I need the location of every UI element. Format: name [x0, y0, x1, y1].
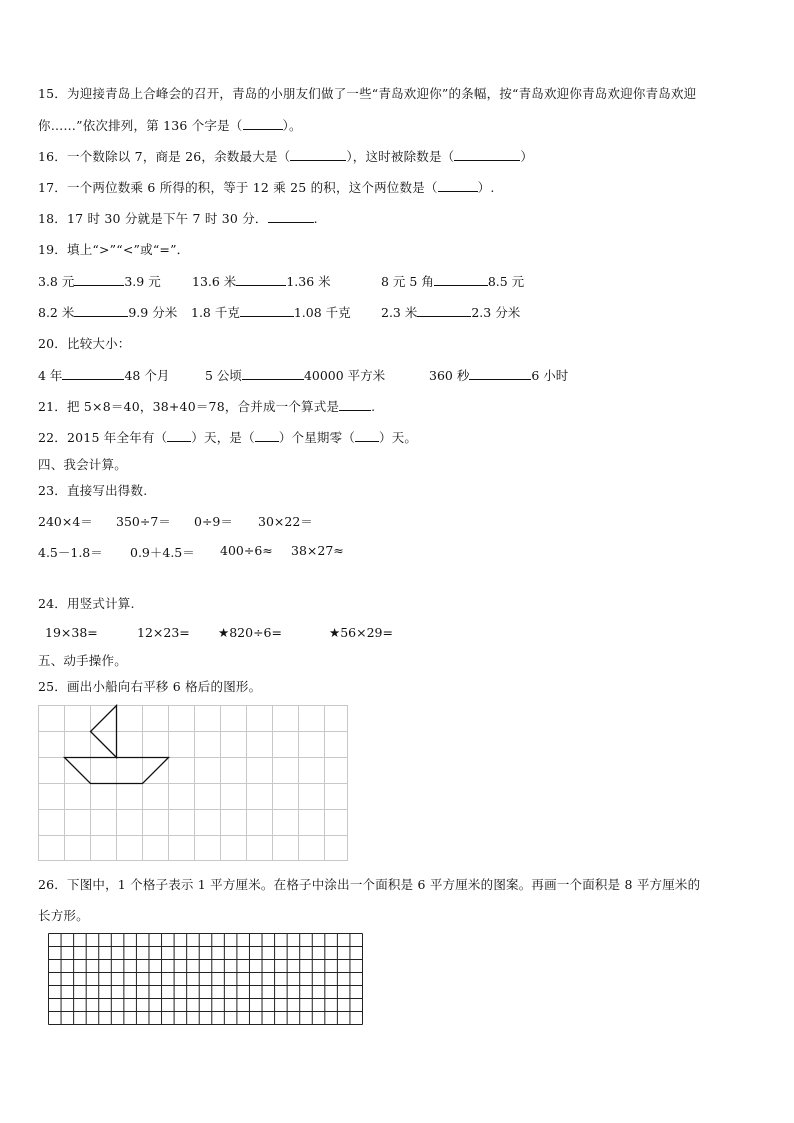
calc-item: 350÷7＝ — [116, 514, 171, 529]
question-20-title: 20．比较大小： — [38, 336, 131, 351]
answer-blank[interactable] — [240, 306, 294, 317]
question-17-text: 17．一个两位数乘 6 所得的积，等于 12 乘 25 的积，这个两位数是（ — [38, 180, 438, 195]
section-4-heading: 四、我会计算。 — [38, 457, 127, 472]
compare-item: 1.8 千克 1.08 千克 — [191, 305, 351, 320]
answer-blank[interactable] — [339, 400, 371, 411]
calc-item: 0÷9＝ — [194, 514, 233, 529]
answer-blank[interactable] — [469, 369, 531, 380]
calc-item: 30×22＝ — [258, 514, 313, 529]
answer-blank[interactable] — [242, 369, 304, 380]
question-21-tail: . — [371, 399, 376, 414]
question-16-tail: ） — [520, 149, 534, 164]
section-5-heading: 五、动手操作。 — [38, 653, 127, 668]
question-16-text: 16．一个数除以 7，商是 26，余数最大是（ — [38, 149, 291, 164]
calc-item: 4.5－1.8＝ — [38, 545, 103, 560]
compare-item: 360 秒 6 小时 — [429, 368, 569, 383]
question-18-tail: . — [313, 211, 318, 226]
question-18 — [38, 209, 318, 227]
vertical-calc-item: 19×38= — [45, 625, 98, 640]
answer-blank[interactable] — [62, 369, 124, 380]
question-19-title: 19．填上“>”“<”或“=”． — [38, 242, 190, 257]
compare-item: 5 公顷 40000 平方米 — [205, 368, 386, 383]
calc-item: 400÷6≈ — [220, 543, 273, 558]
question-15-text: 你……”依次排列，第 136 个字是（ — [38, 118, 243, 133]
answer-blank[interactable] — [417, 306, 471, 317]
question-17-tail: ）. — [477, 180, 495, 195]
question-22: 22．2015 年全年有（ ）天，是（ ）个星期零（ ）天。 — [38, 430, 418, 445]
answer-blank[interactable] — [255, 431, 279, 442]
question-16 — [38, 147, 533, 165]
question-21-text: 21．把 5×8＝40，38+40＝78，合并成一个算式是 — [38, 399, 340, 414]
answer-blank[interactable] — [74, 275, 124, 286]
compare-item: 8 元 5 角 8.5 元 — [381, 274, 525, 289]
vertical-calc-item: ★56×29= — [329, 625, 393, 640]
question-18-text: 18．17 时 30 分就是下午 7 时 30 分． — [38, 211, 268, 226]
vertical-calc-item: ★820÷6= — [218, 625, 282, 640]
question-26-line1: 26．下图中，1 个格子表示 1 平方厘米。在格子中涂出一个面积是 6 平方厘米的图案。再画一个面积是 8 平方厘米的 — [38, 877, 701, 892]
answer-blank[interactable] — [434, 275, 488, 286]
boat-grid[interactable] — [37, 704, 350, 862]
question-24-title: 24．用竖式计算. — [38, 596, 135, 611]
answer-blank[interactable] — [74, 306, 128, 317]
compare-item: 13.6 米 1.36 米 — [192, 274, 331, 289]
answer-blank[interactable] — [355, 431, 379, 442]
question-17 — [38, 178, 495, 196]
question-16-text-2: ），这时被除数是（ — [346, 149, 455, 164]
answer-blank[interactable] — [268, 212, 314, 223]
answer-blank[interactable] — [290, 150, 346, 161]
answer-blank[interactable] — [438, 181, 478, 192]
question-15-line2 — [38, 116, 302, 134]
calc-item: 240×4＝ — [38, 514, 93, 529]
question-15-line1: 15．为迎接青岛上合峰会的召开，青岛的小朋友们做了一些“青岛欢迎你”的条幅，按“青岛欢迎你青岛欢迎你青岛欢迎 — [38, 86, 697, 101]
question-15-tail: ）。 — [282, 118, 302, 133]
question-23-title: 23．直接写出得数. — [38, 483, 148, 498]
answer-blank[interactable] — [236, 275, 286, 286]
compare-item: 4 年 48 个月 — [38, 368, 170, 383]
compare-item: 8.2 米 9.9 分米 — [38, 305, 178, 320]
compare-item: 3.8 元 3.9 元 — [38, 274, 161, 289]
answer-blank[interactable] — [454, 150, 520, 161]
square-grid[interactable] — [47, 932, 365, 1027]
question-25-title: 25．画出小船向右平移 6 格后的图形。 — [38, 679, 262, 694]
question-26-line2: 长方形。 — [38, 908, 89, 923]
answer-blank[interactable] — [243, 119, 283, 130]
vertical-calc-item: 12×23= — [137, 625, 190, 640]
question-21 — [38, 397, 375, 415]
calc-item: 0.9＋4.5＝ — [130, 545, 195, 560]
calc-item: 38×27≈ — [291, 543, 344, 558]
answer-blank[interactable] — [167, 431, 191, 442]
compare-item: 2.3 米 2.3 分米 — [381, 305, 521, 320]
